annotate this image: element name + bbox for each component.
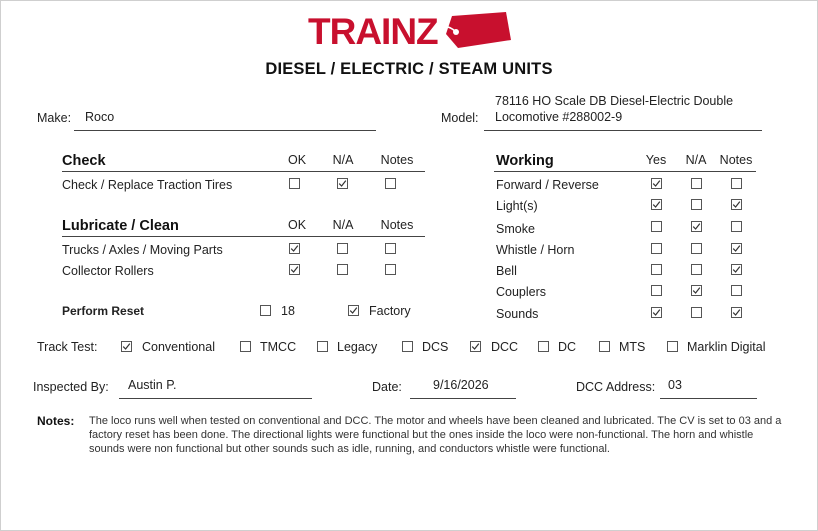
working-row-label: Couplers — [496, 285, 547, 299]
working-checkbox[interactable] — [651, 285, 662, 296]
reset-factory-checkbox[interactable] — [348, 305, 359, 316]
checkmark-icon — [732, 265, 741, 274]
working-checkbox[interactable] — [691, 199, 702, 210]
date-label: Date: — [372, 380, 402, 394]
svg-text:TRAINZ: TRAINZ — [308, 11, 438, 50]
model-underline — [484, 130, 762, 131]
working-checkbox[interactable] — [691, 307, 702, 318]
working-checkbox[interactable] — [731, 307, 742, 318]
lubricate-col-notes: Notes — [380, 218, 414, 232]
checkmark-icon — [122, 342, 131, 351]
working-checkbox[interactable] — [651, 307, 662, 318]
make-value[interactable]: Roco — [85, 110, 115, 124]
lubricate-checkbox[interactable] — [385, 264, 396, 275]
track-dcc-checkbox[interactable] — [470, 341, 481, 352]
check-checkbox[interactable] — [385, 178, 396, 189]
working-section-title: Working — [496, 153, 554, 169]
reset-option-label: Factory — [369, 304, 411, 318]
working-checkbox[interactable] — [691, 178, 702, 189]
working-checkbox[interactable] — [691, 243, 702, 254]
working-checkbox[interactable] — [651, 243, 662, 254]
reset-option-label: 18 — [281, 304, 295, 318]
working-checkbox[interactable] — [731, 243, 742, 254]
make-underline — [74, 130, 376, 131]
checkmark-icon — [652, 179, 661, 188]
lubricate-row-label: Collector Rollers — [62, 264, 154, 278]
check-checkbox[interactable] — [289, 178, 300, 189]
working-checkbox[interactable] — [731, 221, 742, 232]
dcc-address-label: DCC Address: — [576, 380, 656, 394]
track-mts-checkbox[interactable] — [599, 341, 610, 352]
track-test-label: Track Test: — [37, 340, 98, 354]
working-col-yes: Yes — [645, 153, 667, 167]
track-dc-checkbox[interactable] — [538, 341, 549, 352]
checkmark-icon — [338, 179, 347, 188]
model-value-line2[interactable]: Locomotive #288002-9 — [495, 110, 623, 124]
track-option-label: MTS — [619, 340, 646, 354]
working-checkbox[interactable] — [691, 285, 702, 296]
working-checkbox[interactable] — [691, 264, 702, 275]
reset-18-checkbox[interactable] — [260, 305, 271, 316]
notes-label: Notes: — [37, 414, 75, 428]
dcc-address-value[interactable]: 03 — [668, 378, 682, 392]
working-checkbox[interactable] — [651, 221, 662, 232]
reset-title: Perform Reset — [62, 304, 145, 318]
lubricate-checkbox[interactable] — [289, 243, 300, 254]
checkmark-icon — [692, 286, 701, 295]
working-checkbox[interactable] — [731, 285, 742, 296]
checkmark-icon — [652, 200, 661, 209]
lubricate-col-na: N/A — [332, 218, 354, 232]
working-col-notes: Notes — [719, 153, 753, 167]
check-col-na: N/A — [332, 153, 354, 167]
checkmark-icon — [471, 342, 480, 351]
checkmark-icon — [732, 244, 741, 253]
working-col-na: N/A — [685, 153, 707, 167]
working-row-label: Bell — [496, 264, 517, 278]
check-checkbox[interactable] — [337, 178, 348, 189]
track-legacy-checkbox[interactable] — [317, 341, 328, 352]
checkmark-icon — [732, 308, 741, 317]
track-marklin-digital-checkbox[interactable] — [667, 341, 678, 352]
working-row-label: Light(s) — [496, 199, 538, 213]
lubricate-header-rule — [62, 236, 425, 237]
track-tmcc-checkbox[interactable] — [240, 341, 251, 352]
track-option-label: DCS — [422, 340, 449, 354]
notes-text[interactable]: The loco runs well when tested on conventional and DCC. The motor and wheels have been cleaned and lubricated. The CV is set to 03 and a factory reset has been done. The directional lights were functional but the ones inside the loco were non-functional. The horn and whistle sounds were non functional but other sounds such as idle, running, and conductors whistle were functional. — [89, 415, 782, 455]
working-checkbox[interactable] — [651, 178, 662, 189]
track-option-label: DC — [558, 340, 577, 354]
working-checkbox[interactable] — [651, 264, 662, 275]
track-option-label: Marklin Digital — [687, 340, 766, 354]
track-conventional-checkbox[interactable] — [121, 341, 132, 352]
lubricate-col-ok: OK — [287, 218, 307, 232]
track-option-label: TMCC — [260, 340, 297, 354]
working-checkbox[interactable] — [731, 199, 742, 210]
track-option-label: Conventional — [142, 340, 215, 354]
track-dcs-checkbox[interactable] — [402, 341, 413, 352]
working-row-label: Forward / Reverse — [496, 178, 599, 192]
lubricate-checkbox[interactable] — [337, 243, 348, 254]
lubricate-section-title: Lubricate / Clean — [62, 218, 179, 234]
check-col-ok: OK — [287, 153, 307, 167]
checkmark-icon — [349, 306, 358, 315]
working-checkbox[interactable] — [731, 264, 742, 275]
working-checkbox[interactable] — [651, 199, 662, 210]
working-row-label: Whistle / Horn — [496, 243, 575, 257]
lubricate-row-label: Trucks / Axles / Moving Parts — [62, 243, 223, 257]
working-header-rule — [494, 171, 756, 172]
lubricate-checkbox[interactable] — [385, 243, 396, 254]
check-row-label: Check / Replace Traction Tires — [62, 178, 233, 192]
date-value[interactable]: 9/16/2026 — [433, 378, 489, 392]
model-label: Model: — [441, 111, 479, 125]
track-option-label: Legacy — [337, 340, 378, 354]
lubricate-checkbox[interactable] — [289, 264, 300, 275]
make-label: Make: — [37, 111, 72, 125]
working-row-label: Sounds — [496, 307, 539, 321]
check-section-title: Check — [62, 153, 106, 169]
checkmark-icon — [290, 244, 299, 253]
check-col-notes: Notes — [380, 153, 414, 167]
working-checkbox[interactable] — [691, 221, 702, 232]
track-option-label: DCC — [491, 340, 519, 354]
checkmark-icon — [732, 200, 741, 209]
checkmark-icon — [692, 222, 701, 231]
lubricate-checkbox[interactable] — [337, 264, 348, 275]
inspected-by-value[interactable]: Austin P. — [128, 378, 177, 392]
trainz-logo — [306, 10, 512, 50]
inspected-by-label: Inspected By: — [33, 380, 109, 394]
inspected-by-underline — [119, 398, 312, 399]
dcc-address-underline — [660, 398, 757, 399]
checkmark-icon — [290, 265, 299, 274]
form-title: DIESEL / ELECTRIC / STEAM UNITS — [265, 60, 553, 78]
checkmark-icon — [652, 308, 661, 317]
date-underline — [410, 398, 516, 399]
working-checkbox[interactable] — [731, 178, 742, 189]
model-value-line1[interactable]: 78116 HO Scale DB Diesel-Electric Double — [495, 94, 734, 108]
working-row-label: Smoke — [496, 222, 535, 236]
check-header-rule — [62, 171, 425, 172]
